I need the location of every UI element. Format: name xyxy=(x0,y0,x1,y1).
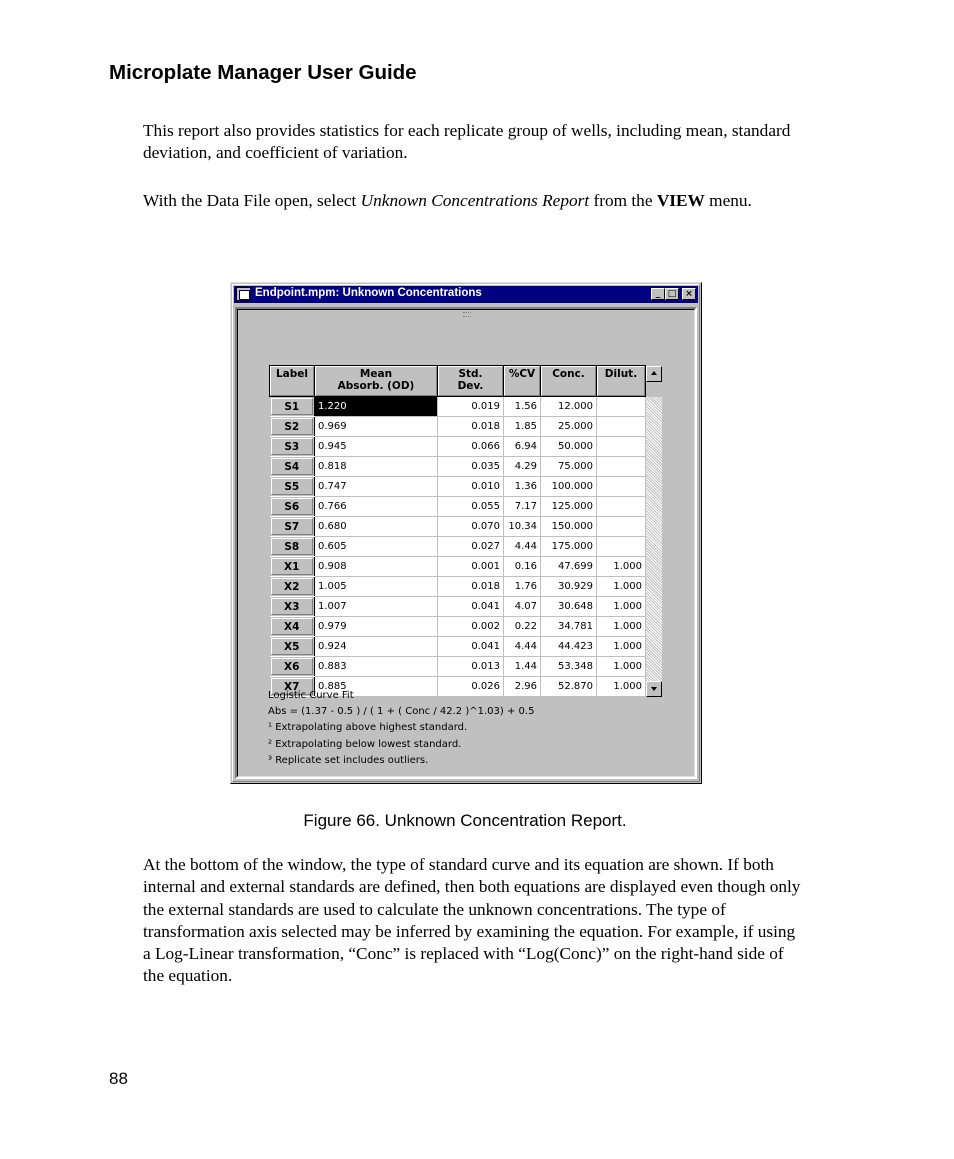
row-label-text: X3 xyxy=(271,598,314,615)
curve-fit-info xyxy=(268,688,534,769)
note-outliers: ³ Replicate set includes outliers. xyxy=(268,754,429,766)
mean-cell[interactable]: 1.007 xyxy=(315,597,438,617)
app-icon[interactable] xyxy=(236,287,251,301)
menu-name: VIEW xyxy=(656,191,705,210)
header-mean-line2: Absorb. (OD) xyxy=(337,380,415,392)
conc-cell[interactable]: 125.000 xyxy=(541,497,597,517)
instruction-paragraph xyxy=(143,190,803,212)
cv-cell[interactable]: 2.96 xyxy=(504,677,541,697)
row-label-button[interactable] xyxy=(270,517,315,537)
mean-cell[interactable]: 0.883 xyxy=(315,657,438,677)
std-dev-cell[interactable]: 0.066 xyxy=(438,437,504,457)
row-label-button[interactable] xyxy=(270,457,315,477)
dilut-cell[interactable] xyxy=(597,537,646,557)
minimize-button[interactable]: _ xyxy=(651,288,665,300)
instruction-text-pre: With the Data File open, select xyxy=(143,191,361,210)
std-dev-cell[interactable]: 0.035 xyxy=(438,457,504,477)
mean-cell[interactable]: 0.979 xyxy=(315,617,438,637)
table-row[interactable] xyxy=(270,617,662,637)
conc-cell[interactable]: 30.648 xyxy=(541,597,597,617)
instruction-text-post: menu. xyxy=(704,191,752,210)
row-label-text: S6 xyxy=(271,498,314,515)
row-label-text: S8 xyxy=(271,538,314,555)
cv-cell[interactable]: 1.36 xyxy=(504,477,541,497)
conc-cell[interactable]: 44.423 xyxy=(541,637,597,657)
conc-cell[interactable]: 30.929 xyxy=(541,577,597,597)
column-header-std[interactable] xyxy=(438,366,504,397)
mean-cell[interactable]: 0.766 xyxy=(315,497,438,517)
header-dilut-text: Dilut. xyxy=(604,368,638,380)
window-titlebar[interactable] xyxy=(234,286,698,303)
table-row[interactable] xyxy=(270,637,662,657)
row-label-button[interactable] xyxy=(270,477,315,497)
mean-cell[interactable]: 0.908 xyxy=(315,557,438,577)
explanation-paragraph: At the bottom of the window, the type of standard curve and its equation are shown. If both internal and external standards are defined, then both equations are displayed even though only the external standards are used to calculate the unknown concentrations. The type of transformation axis selected may be inferred by examining the equation. For example, if using a Log-Linear transformation, “Conc” is replaced with “Log(Conc)” on the right-hand side of the equation. xyxy=(143,855,801,986)
dilut-cell[interactable] xyxy=(597,457,646,477)
table-row[interactable] xyxy=(270,457,662,477)
cv-cell[interactable]: 7.17 xyxy=(504,497,541,517)
header-label-text: Label xyxy=(275,368,308,380)
conc-cell[interactable]: 12.000 xyxy=(541,397,597,417)
conc-cell[interactable]: 52.870 xyxy=(541,677,597,697)
dilut-cell[interactable]: 1.000 xyxy=(597,617,646,637)
std-dev-cell[interactable]: 0.018 xyxy=(438,577,504,597)
std-dev-cell[interactable]: 0.026 xyxy=(438,677,504,697)
page-number: 88 xyxy=(109,1069,128,1088)
column-header-conc[interactable] xyxy=(541,366,597,397)
dilut-cell[interactable]: 1.000 xyxy=(597,597,646,617)
table-row[interactable] xyxy=(270,657,662,677)
std-dev-cell[interactable]: 0.002 xyxy=(438,617,504,637)
curve-fit-equation: Abs = (1.37 - 0.5 ) / ( 1 + ( Conc / 42.2 )^1.03) + 0.5 xyxy=(268,706,535,718)
mean-cell[interactable]: 0.924 xyxy=(315,637,438,657)
dilut-cell[interactable] xyxy=(597,437,646,457)
row-label-button[interactable] xyxy=(270,617,315,637)
scroll-up-icon[interactable] xyxy=(646,366,662,382)
dilut-cell[interactable] xyxy=(597,417,646,437)
dilut-cell[interactable] xyxy=(597,497,646,517)
row-label-text: X5 xyxy=(271,638,314,655)
figure-caption-text: Figure 66. Unknown Concentration Report. xyxy=(303,811,627,830)
column-header-mean[interactable] xyxy=(315,366,438,397)
row-label-text: X2 xyxy=(271,578,314,595)
row-label-button[interactable] xyxy=(270,437,315,457)
window-title: Endpoint.mpm: Unknown Concentrations xyxy=(255,287,482,299)
scrollbar-top[interactable] xyxy=(646,366,662,397)
row-label-text: S3 xyxy=(271,438,314,455)
conc-cell[interactable]: 25.000 xyxy=(541,417,597,437)
row-label-text: X1 xyxy=(271,558,314,575)
mean-cell[interactable]: 0.680 xyxy=(315,517,438,537)
table-row[interactable] xyxy=(270,577,662,597)
cv-cell[interactable]: 1.76 xyxy=(504,577,541,597)
conc-cell[interactable]: 150.000 xyxy=(541,517,597,537)
row-label-button[interactable] xyxy=(270,657,315,677)
row-label-button[interactable] xyxy=(270,497,315,517)
std-dev-cell[interactable]: 0.041 xyxy=(438,597,504,617)
cv-cell[interactable]: 4.44 xyxy=(504,537,541,557)
report-name: Unknown Concentrations Report xyxy=(360,191,590,210)
dilut-cell[interactable]: 1.000 xyxy=(597,677,646,697)
row-label-button[interactable] xyxy=(270,537,315,557)
std-dev-cell[interactable]: 0.019 xyxy=(438,397,504,417)
row-label-text: S1 xyxy=(271,398,314,415)
vertical-scrollbar[interactable] xyxy=(646,397,662,697)
conc-cell[interactable]: 75.000 xyxy=(541,457,597,477)
instruction-text-mid: from the xyxy=(589,191,657,210)
cv-cell[interactable]: 1.56 xyxy=(504,397,541,417)
mean-cell[interactable]: 0.818 xyxy=(315,457,438,477)
curve-fit-type: Logistic Curve Fit xyxy=(268,690,354,701)
cv-cell[interactable]: 4.44 xyxy=(504,637,541,657)
dilut-cell[interactable]: 1.000 xyxy=(597,637,646,657)
cv-cell[interactable]: 0.22 xyxy=(504,617,541,637)
mean-cell[interactable]: 1.005 xyxy=(315,577,438,597)
report-window xyxy=(230,282,702,784)
table-row[interactable] xyxy=(270,477,662,497)
row-label-text: X6 xyxy=(271,658,314,675)
conc-cell[interactable]: 34.781 xyxy=(541,617,597,637)
conc-cell[interactable]: 50.000 xyxy=(541,437,597,457)
scrollbar-track[interactable] xyxy=(646,397,662,681)
row-label-text: X4 xyxy=(271,618,314,635)
cv-cell[interactable]: 4.07 xyxy=(504,597,541,617)
column-header-dilut[interactable] xyxy=(597,366,646,397)
row-label-text: S4 xyxy=(271,458,314,475)
cv-cell[interactable]: 1.44 xyxy=(504,657,541,677)
figure-caption xyxy=(0,811,954,831)
scroll-down-icon[interactable] xyxy=(646,681,662,697)
maximize-button[interactable]: □ xyxy=(665,288,679,300)
table-row[interactable] xyxy=(270,497,662,517)
mean-cell[interactable]: 0.885 xyxy=(315,677,438,697)
row-label-text: S7 xyxy=(271,518,314,535)
header-std-line2: Dev. xyxy=(457,380,484,392)
mean-cell[interactable]: 1.220 xyxy=(315,397,438,417)
dilut-cell[interactable]: 1.000 xyxy=(597,657,646,677)
conc-cell[interactable]: 47.699 xyxy=(541,557,597,577)
table-header-row xyxy=(270,366,662,397)
std-dev-cell[interactable]: 0.001 xyxy=(438,557,504,577)
std-dev-cell[interactable]: 0.010 xyxy=(438,477,504,497)
row-label-text: S5 xyxy=(271,478,314,495)
dilut-cell[interactable] xyxy=(597,517,646,537)
std-dev-cell[interactable]: 0.027 xyxy=(438,537,504,557)
table-row[interactable] xyxy=(270,437,662,457)
mean-cell[interactable]: 0.747 xyxy=(315,477,438,497)
note-below-lowest: ² Extrapolating below lowest standard. xyxy=(268,738,462,750)
row-label-button[interactable] xyxy=(270,577,315,597)
std-dev-cell[interactable]: 0.055 xyxy=(438,497,504,517)
note-above-highest: ¹ Extrapolating above highest standard. xyxy=(268,722,468,734)
table-row[interactable] xyxy=(270,517,662,537)
conc-cell[interactable]: 175.000 xyxy=(541,537,597,557)
table-row[interactable] xyxy=(270,397,662,417)
cv-cell[interactable]: 4.29 xyxy=(504,457,541,477)
dilut-cell[interactable]: 1.000 xyxy=(597,557,646,577)
row-label-button[interactable] xyxy=(270,557,315,577)
row-label-text: X7 xyxy=(271,678,314,695)
conc-cell[interactable]: 53.348 xyxy=(541,657,597,677)
window-client-area xyxy=(235,307,697,779)
results-grid xyxy=(269,365,662,697)
page-header: Microplate Manager User Guide xyxy=(109,61,417,84)
table-row[interactable] xyxy=(270,557,662,577)
mean-cell[interactable]: 0.605 xyxy=(315,537,438,557)
table-row[interactable] xyxy=(270,597,662,617)
std-dev-cell[interactable]: 0.070 xyxy=(438,517,504,537)
client-inner-border xyxy=(237,309,695,777)
dilut-cell[interactable] xyxy=(597,477,646,497)
std-dev-cell[interactable]: 0.041 xyxy=(438,637,504,657)
table-row[interactable] xyxy=(270,417,662,437)
dilut-cell[interactable] xyxy=(597,397,646,417)
splitter-grip[interactable] xyxy=(463,312,471,317)
header-std-line1: Std. xyxy=(458,368,483,380)
cv-cell[interactable]: 0.16 xyxy=(504,557,541,577)
cv-cell[interactable]: 1.85 xyxy=(504,417,541,437)
row-label-text: S2 xyxy=(271,418,314,435)
column-header-label[interactable] xyxy=(270,366,315,397)
results-table xyxy=(269,365,662,697)
cv-cell[interactable]: 10.34 xyxy=(504,517,541,537)
row-label-button[interactable] xyxy=(270,597,315,617)
header-mean-line1: Mean xyxy=(359,368,393,380)
table-row[interactable] xyxy=(270,537,662,557)
std-dev-cell[interactable]: 0.018 xyxy=(438,417,504,437)
intro-paragraph: This report also provides statistics for each replicate group of wells, including mean, standard deviation, and coefficient of variation. xyxy=(143,121,791,163)
std-dev-cell[interactable]: 0.013 xyxy=(438,657,504,677)
cv-cell[interactable]: 6.94 xyxy=(504,437,541,457)
mean-cell[interactable]: 0.969 xyxy=(315,417,438,437)
row-label-button[interactable] xyxy=(270,417,315,437)
row-label-button[interactable] xyxy=(270,397,315,417)
dilut-cell[interactable]: 1.000 xyxy=(597,577,646,597)
close-button[interactable]: × xyxy=(682,288,696,300)
conc-cell[interactable]: 100.000 xyxy=(541,477,597,497)
row-label-button[interactable] xyxy=(270,637,315,657)
header-conc-text: Conc. xyxy=(552,368,585,380)
header-cv-text: %CV xyxy=(508,368,536,380)
column-header-cv[interactable] xyxy=(504,366,541,397)
mean-cell[interactable]: 0.945 xyxy=(315,437,438,457)
